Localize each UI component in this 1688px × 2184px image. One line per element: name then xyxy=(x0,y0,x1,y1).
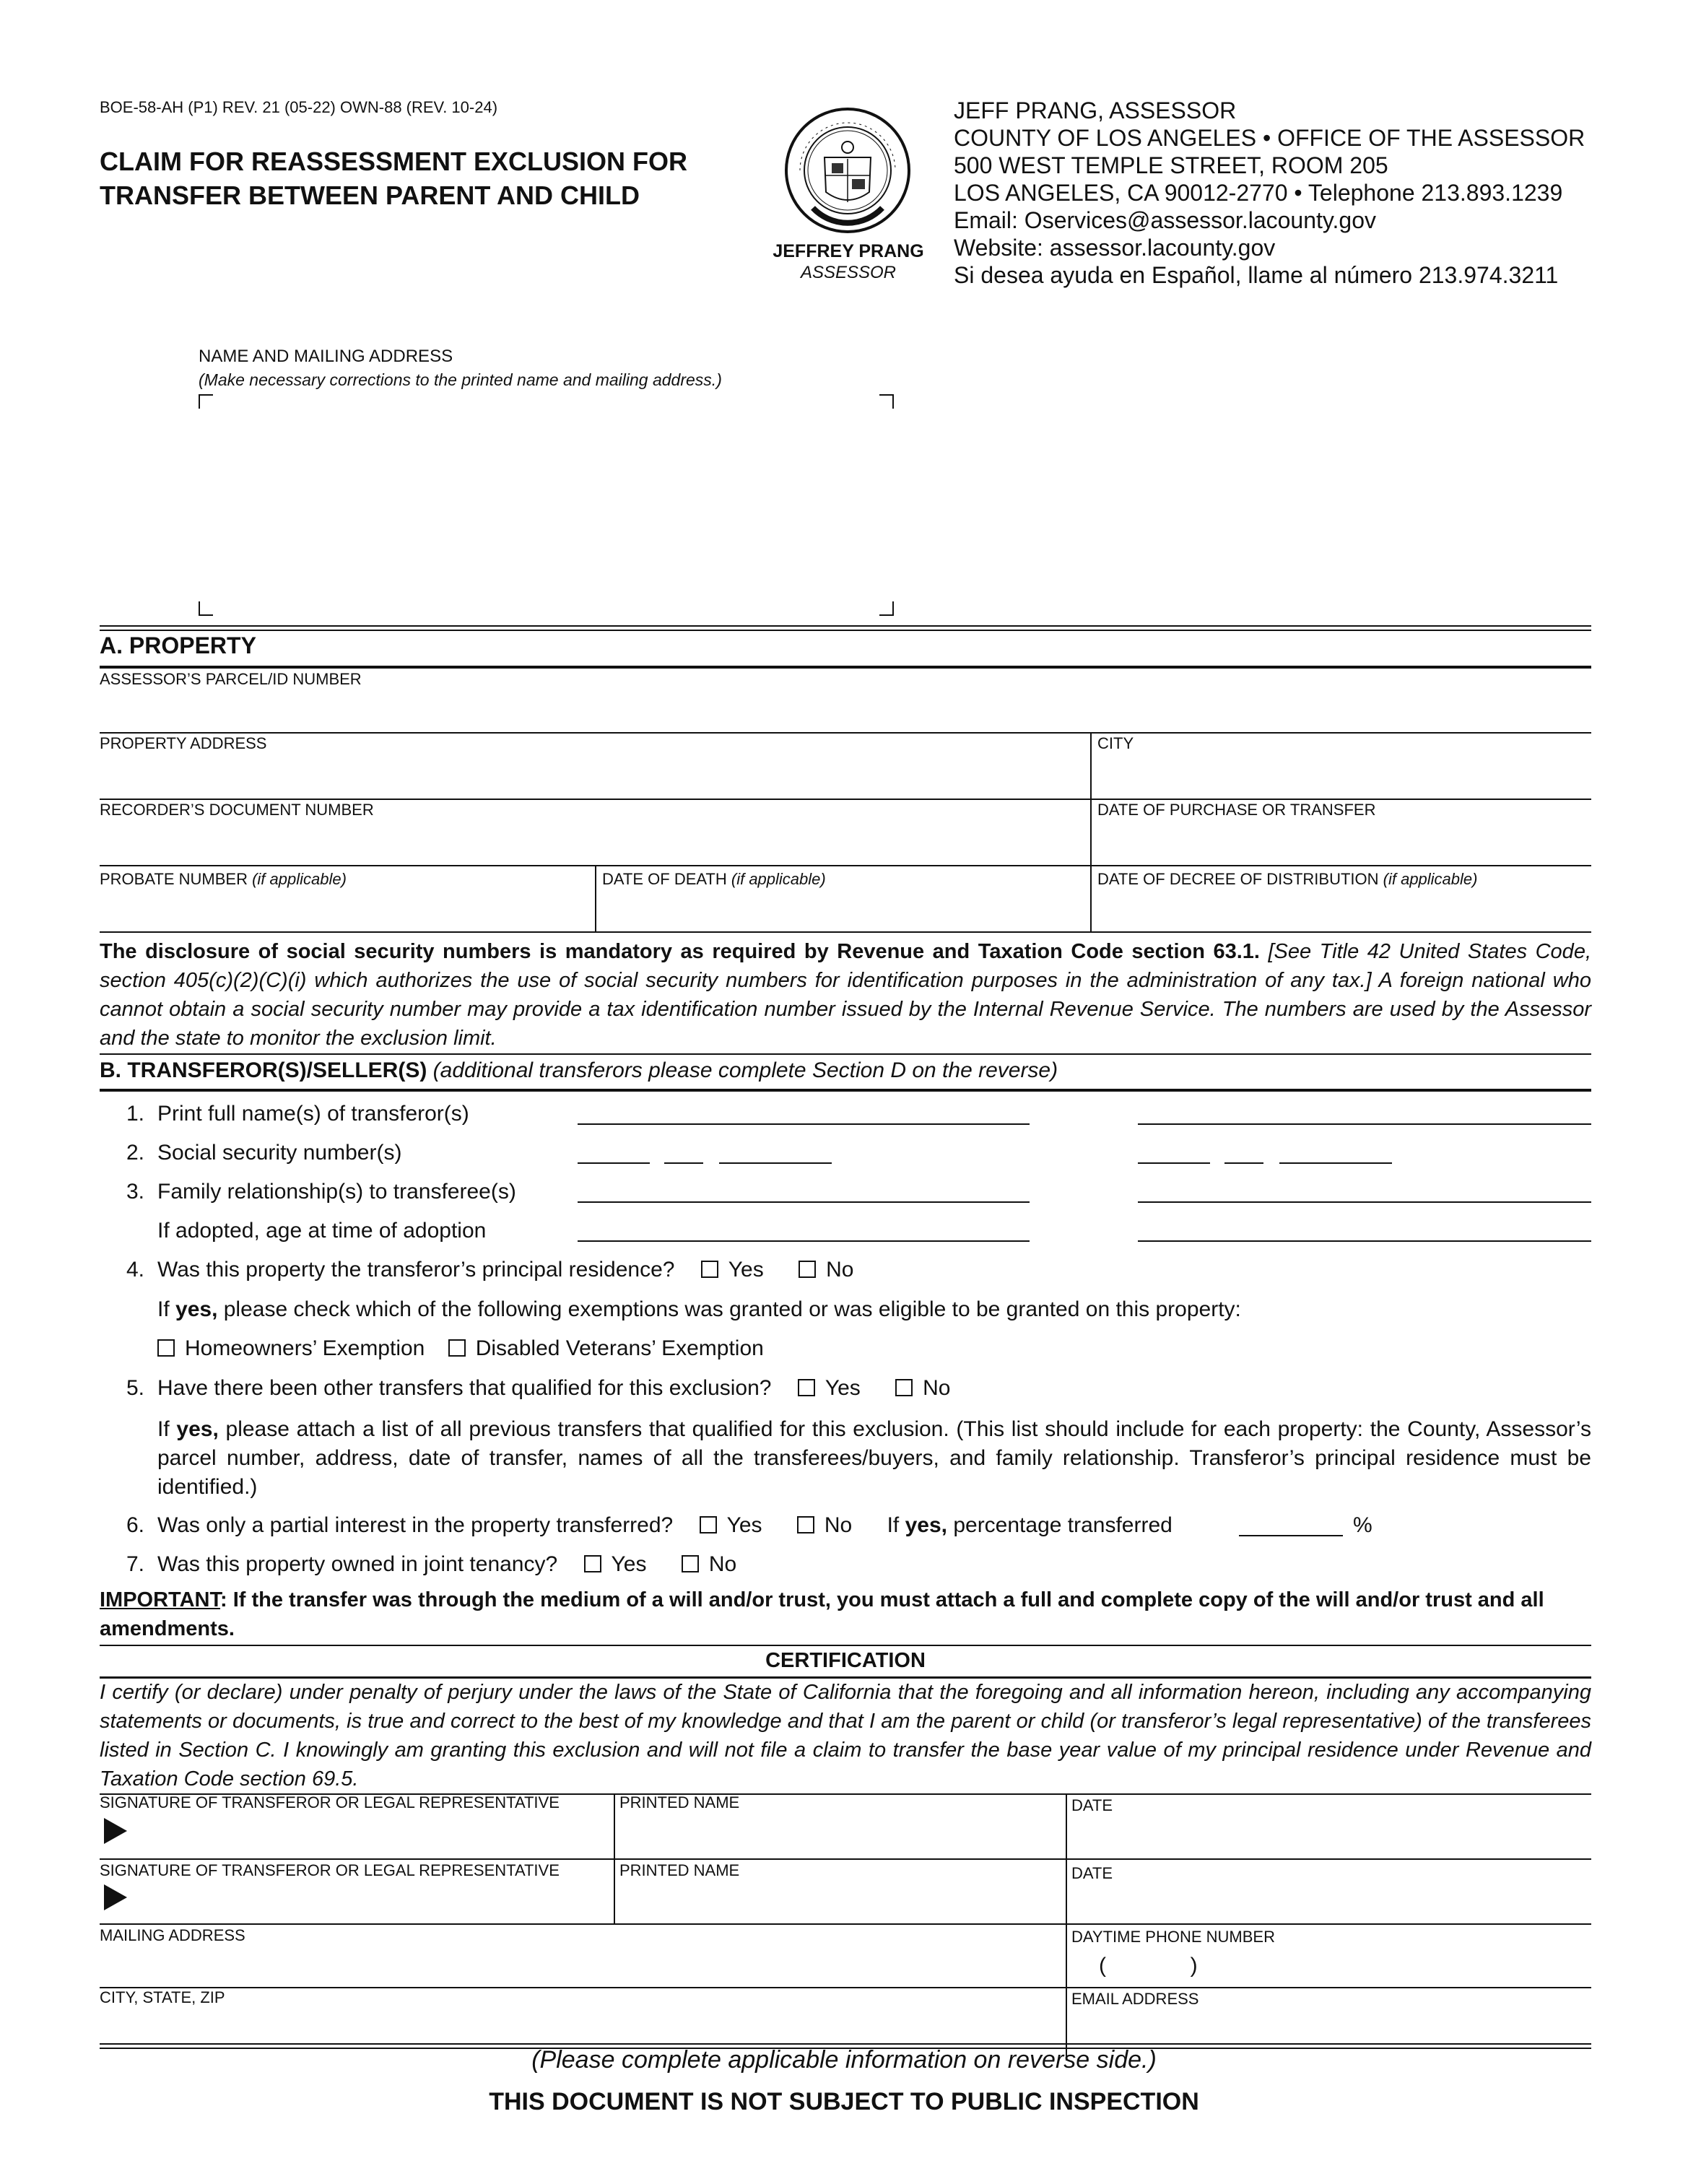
property-address-label: PROPERTY ADDRESS xyxy=(100,734,267,752)
divider xyxy=(100,625,1591,627)
form-code: BOE-58-AH (P1) REV. 21 (05-22) OWN-88 (REV. 10-24) xyxy=(100,98,498,116)
footer-note: (Please complete applicable information on reverse side.) xyxy=(531,2046,1157,2074)
probate-number-field[interactable] xyxy=(100,887,592,931)
adoption-age-2-input[interactable] xyxy=(1138,1240,1591,1242)
q5-no-checkbox[interactable] xyxy=(895,1379,913,1396)
city-state-zip-label: CITY, STATE, ZIP xyxy=(100,1988,225,2006)
percentage-input[interactable] xyxy=(1239,1535,1343,1536)
date-decree-field[interactable] xyxy=(1092,887,1591,931)
divider xyxy=(100,1987,1591,1988)
q3b-label: If adopted, age at time of adoption xyxy=(157,1219,487,1243)
q6-if-bold: yes, xyxy=(905,1513,947,1537)
transferor-name-1-input[interactable] xyxy=(578,1123,1030,1125)
signature-1-label: SIGNATURE OF TRANSFEROR OR LEGAL REPRESENTATIVE xyxy=(100,1793,560,1811)
form-title xyxy=(100,144,749,212)
veterans-checkbox[interactable] xyxy=(448,1339,466,1357)
divider xyxy=(100,630,1591,631)
signature-1-field[interactable] xyxy=(130,1812,606,1853)
section-b-note: (additional transferors please complete Section D on the reverse) xyxy=(427,1058,1058,1082)
city-field[interactable] xyxy=(1092,751,1591,799)
date-1-label: DATE xyxy=(1071,1796,1113,1814)
signature-2-label: SIGNATURE OF TRANSFEROR OR LEGAL REPRESENTATIVE xyxy=(100,1861,560,1879)
city-label: CITY xyxy=(1097,734,1134,752)
q3-label: Family relationship(s) to transferee(s) xyxy=(157,1180,516,1204)
q5-if-rest: please attach a list of all previous transfers that qualified for this exclusion. (This list should include for each property: the County, Assessor’s parcel number, address, date of transfer, names of all the transferees/buyers, and family relationship. Transferor’s principal residence must be identified.) xyxy=(157,1417,1591,1499)
ssn-2-part3-input[interactable] xyxy=(1279,1162,1392,1164)
q1-label: Print full name(s) of transferor(s) xyxy=(157,1102,469,1126)
date-purchase-field[interactable] xyxy=(1092,817,1591,865)
office-line: JEFF PRANG, ASSESSOR xyxy=(954,97,1237,123)
percent-sign: % xyxy=(1353,1513,1372,1537)
address-window-corner xyxy=(199,601,213,616)
q6-if-rest: percentage transferred xyxy=(947,1513,1173,1537)
probate-label-note: (if applicable) xyxy=(252,870,347,888)
divider xyxy=(100,865,1591,866)
form-title-line2: TRANSFER BETWEEN PARENT AND CHILD xyxy=(100,180,640,210)
q5-no-label: No xyxy=(923,1376,951,1400)
date-decree-label-text: DATE OF DECREE OF DISTRIBUTION xyxy=(1097,870,1379,888)
ssn-disclosure xyxy=(100,937,1591,1053)
column-divider xyxy=(595,865,596,931)
divider xyxy=(100,732,1591,734)
q6-if-pre: If xyxy=(887,1513,905,1537)
q7-yes-checkbox[interactable] xyxy=(584,1555,601,1572)
q3-number: 3. xyxy=(126,1180,144,1204)
email-address-label: EMAIL ADDRESS xyxy=(1071,1990,1199,2008)
q5-if-pre: If xyxy=(157,1417,177,1441)
sign-here-arrow-icon xyxy=(104,1818,127,1844)
section-rule xyxy=(100,1089,1591,1092)
section-a-heading: A. PROPERTY xyxy=(100,632,256,658)
q7-no-label: No xyxy=(708,1552,737,1576)
ssn-1-part2-input[interactable] xyxy=(664,1162,703,1164)
q7-yes-option[interactable] xyxy=(584,1552,647,1577)
q4-no-label: No xyxy=(826,1258,854,1282)
relationship-2-input[interactable] xyxy=(1138,1201,1591,1203)
office-line: Si desea ayuda en Español, llame al número 213.974.3211 xyxy=(954,262,1559,288)
q5-yes-label: Yes xyxy=(825,1376,861,1400)
q4-yes-option[interactable] xyxy=(701,1258,764,1282)
q5-no-option[interactable] xyxy=(895,1376,950,1401)
relationship-1-input[interactable] xyxy=(578,1201,1030,1203)
q4-row xyxy=(157,1258,882,1282)
q7-label: Was this property owned in joint tenancy? xyxy=(157,1552,558,1576)
q4-yes-checkbox[interactable] xyxy=(701,1261,718,1278)
printed-name-1-label: PRINTED NAME xyxy=(619,1793,740,1811)
q4-label: Was this property the transferor’s principal residence? xyxy=(157,1258,675,1282)
q2-label: Social security number(s) xyxy=(157,1141,402,1165)
q7-yes-label: Yes xyxy=(611,1552,647,1576)
q6-yes-checkbox[interactable] xyxy=(700,1516,717,1533)
office-line: COUNTY OF LOS ANGELES • OFFICE OF THE ASSESSOR xyxy=(954,125,1585,151)
address-window-corner xyxy=(199,394,213,409)
homeowners-option[interactable] xyxy=(157,1336,425,1361)
homeowners-checkbox[interactable] xyxy=(157,1339,175,1357)
important-text: : If the transfer was through the medium of a will and/or trust, you must attach a full and complete copy of the will and/or trust and all amendments. xyxy=(100,1588,1544,1640)
parcel-number-label: ASSESSOR’S PARCEL/ID NUMBER xyxy=(100,670,362,688)
mailing-address-label: NAME AND MAILING ADDRESS xyxy=(199,347,453,366)
q6-label: Was only a partial interest in the property transferred? xyxy=(157,1513,674,1537)
ssn-disclosure-italic: [See Title 42 United States Code, section 405(c)(2)(C)(i) which authorizes the use of social security numbers for identification purposes in the administration of any tax.] A foreign national who cannot obtain a social security number may provide a tax identification number issued by the Internal Revenue Service. The numbers are used by the Assessor and the state to monitor the exclusion limit. xyxy=(100,940,1591,1050)
property-address-field[interactable] xyxy=(100,751,1089,799)
important-label: IMPORTANT xyxy=(100,1588,221,1611)
seal-title: ASSESSOR xyxy=(800,263,897,282)
daytime-phone-field[interactable]: ( ) xyxy=(1099,1954,1198,1978)
q7-number: 7. xyxy=(126,1552,144,1576)
divider xyxy=(100,2043,1591,2045)
q5-number: 5. xyxy=(126,1376,144,1400)
q7-no-option[interactable] xyxy=(682,1552,736,1577)
date-of-death-field[interactable] xyxy=(596,887,1089,931)
q5-label: Have there been other transfers that qualified for this exclusion? xyxy=(157,1376,772,1400)
certification-title: CERTIFICATION xyxy=(765,1649,926,1672)
mailing-address-hint: (Make necessary corrections to the printed name and mailing address.) xyxy=(199,370,722,389)
mailing-address-field[interactable] xyxy=(100,1944,1060,1985)
office-website[interactable]: Website: assessor.lacounty.gov xyxy=(954,235,1276,261)
recorder-document-field[interactable] xyxy=(100,817,1089,865)
q7-row xyxy=(157,1552,765,1577)
divider xyxy=(100,1923,1591,1925)
ssn-2-part2-input[interactable] xyxy=(1224,1162,1263,1164)
address-window-corner xyxy=(879,394,894,409)
recorder-document-label: RECORDER’S DOCUMENT NUMBER xyxy=(100,801,374,819)
divider xyxy=(100,1053,1591,1055)
column-divider xyxy=(614,1793,615,1923)
q4-number: 4. xyxy=(126,1258,144,1282)
parcel-number-field[interactable] xyxy=(100,686,1591,732)
mailing-address-field-label: MAILING ADDRESS xyxy=(100,1926,245,1944)
q1-number: 1. xyxy=(126,1102,144,1126)
veterans-label: Disabled Veterans’ Exemption xyxy=(475,1336,764,1360)
office-line: LOS ANGELES, CA 90012-2770 • Telephone 213.893.1239 xyxy=(954,180,1563,206)
email-address-field[interactable] xyxy=(1067,2006,1591,2048)
divider xyxy=(100,799,1591,800)
q2-number: 2. xyxy=(126,1141,144,1165)
important-notice xyxy=(100,1585,1591,1643)
date-purchase-label: DATE OF PURCHASE OR TRANSFER xyxy=(1097,801,1376,819)
office-contact-block xyxy=(954,97,1585,289)
assessor-seal-icon xyxy=(784,107,911,234)
q7-no-checkbox[interactable] xyxy=(682,1555,699,1572)
probate-label-text: PROBATE NUMBER xyxy=(100,870,248,888)
date-1-field[interactable] xyxy=(1067,1812,1591,1853)
q4-if-rest: please check which of the following exemptions was granted or was eligible to be granted on this property: xyxy=(217,1297,1241,1321)
transferor-name-2-input[interactable] xyxy=(1138,1123,1591,1125)
q6-no-label: No xyxy=(824,1513,853,1537)
adoption-age-1-input[interactable] xyxy=(578,1240,1030,1242)
office-email[interactable]: Email: Oservices@assessor.lacounty.gov xyxy=(954,207,1376,233)
q4-if-pre: If xyxy=(157,1297,176,1321)
footer-warning: THIS DOCUMENT IS NOT SUBJECT TO PUBLIC INSPECTION xyxy=(489,2088,1199,2115)
section-b-title: B. TRANSFEROR(S)/SELLER(S) xyxy=(100,1058,427,1082)
date-decree-label-note: (if applicable) xyxy=(1383,870,1478,888)
address-window-corner xyxy=(879,601,894,616)
q6-no-option[interactable] xyxy=(797,1513,852,1538)
q5-if-yes xyxy=(157,1415,1591,1502)
date-2-label: DATE xyxy=(1071,1864,1113,1882)
q4-if-yes xyxy=(157,1297,1241,1322)
q4-yes-label: Yes xyxy=(728,1258,764,1282)
certification-text: I certify (or declare) under penalty of perjury under the laws of the State of California that the foregoing and all information hereon, including any accompanying statements or documents, is true and correct to the best of my knowledge and that I am the parent or child (or transferor’s legal representative) of the transferees listed in Section C. I knowingly am granting this exclusion and will not file a claim to transfer the base year value of my principal residence under Revenue and Taxation Code section 69.5. xyxy=(100,1681,1591,1791)
q4-no-option[interactable] xyxy=(799,1258,853,1282)
q6-no-checkbox[interactable] xyxy=(797,1516,814,1533)
veterans-option[interactable] xyxy=(448,1336,764,1361)
q5-row xyxy=(157,1376,980,1401)
q6-yes-label: Yes xyxy=(726,1513,762,1537)
q5-if-bold: yes, xyxy=(176,1417,219,1441)
form-title-line1: CLAIM FOR REASSESSMENT EXCLUSION FOR xyxy=(100,147,688,176)
q5-yes-checkbox[interactable] xyxy=(798,1379,815,1396)
homeowners-label: Homeowners’ Exemption xyxy=(185,1336,425,1360)
ssn-2-part1-input[interactable] xyxy=(1138,1162,1210,1164)
city-state-zip-field[interactable] xyxy=(100,2006,1060,2048)
office-line: 500 WEST TEMPLE STREET, ROOM 205 xyxy=(954,152,1388,178)
column-divider xyxy=(1090,732,1092,931)
date-death-label-text: DATE OF DEATH xyxy=(602,870,727,888)
ssn-disclosure-bold: The disclosure of social security numbers is mandatory as required by Revenue and Taxation Code section 63.1. xyxy=(100,940,1260,963)
signature-2-field[interactable] xyxy=(130,1879,606,1922)
q6-number: 6. xyxy=(126,1513,144,1537)
q6-yes-option[interactable] xyxy=(700,1513,762,1538)
seal-name: JEFFREY PRANG xyxy=(773,241,924,261)
divider xyxy=(100,931,1591,933)
exemption-row xyxy=(157,1336,793,1361)
date-death-label-note: (if applicable) xyxy=(731,870,826,888)
sign-here-arrow-icon xyxy=(104,1884,127,1910)
printed-name-1-field[interactable] xyxy=(615,1812,1063,1853)
date-2-field[interactable] xyxy=(1067,1879,1591,1922)
divider xyxy=(100,1858,1591,1860)
daytime-phone-label: DAYTIME PHONE NUMBER xyxy=(1071,1928,1275,1946)
ssn-1-part1-input[interactable] xyxy=(578,1162,650,1164)
section-rule xyxy=(100,666,1591,669)
q4-no-checkbox[interactable] xyxy=(799,1261,816,1278)
printed-name-2-label: PRINTED NAME xyxy=(619,1861,740,1879)
printed-name-2-field[interactable] xyxy=(615,1879,1063,1922)
divider xyxy=(100,1645,1591,1646)
q5-yes-option[interactable] xyxy=(798,1376,861,1401)
q6-row xyxy=(157,1513,1173,1538)
section-b-heading xyxy=(100,1058,1058,1083)
q4-if-bold: yes, xyxy=(175,1297,218,1321)
ssn-1-part3-input[interactable] xyxy=(719,1162,832,1164)
